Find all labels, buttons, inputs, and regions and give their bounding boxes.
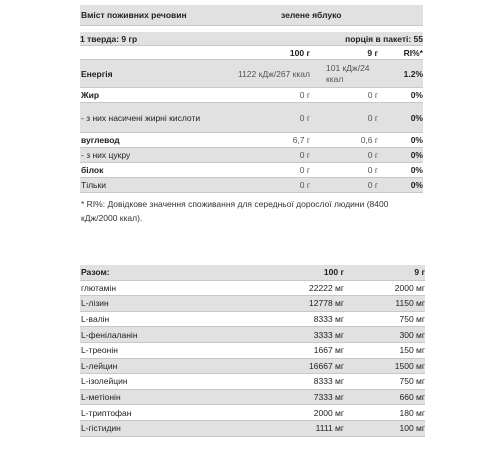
amino-name: L-фенілаланін	[81, 329, 138, 340]
nutrient-name: вуглевод	[81, 135, 120, 145]
nutrition-header-row	[80, 5, 423, 26]
amino-row	[80, 327, 425, 343]
nutrient-value-serving: 101 кДж/24 ккал	[326, 62, 370, 84]
amino-row	[80, 421, 425, 437]
amino-row	[80, 343, 425, 359]
nutrition-row-sugar	[80, 148, 423, 163]
amino-name: L-лейцин	[81, 360, 118, 371]
nutrient-value-100g: 0 г	[299, 165, 310, 175]
nutrient-value-serving: 0 г	[367, 180, 378, 190]
amino-value-serving: 180 мг	[399, 407, 425, 418]
amino-table	[80, 265, 425, 437]
amino-header-serving: 9 г	[414, 267, 425, 278]
nutrient-ri: 0%	[410, 180, 423, 190]
amino-row	[80, 281, 425, 297]
nutrient-value-serving: 0 г	[367, 165, 378, 175]
amino-name: L-треонін	[81, 345, 118, 356]
nutrition-row-energy	[80, 60, 423, 88]
nutrient-ri: 1.2%	[403, 68, 423, 79]
amino-value-serving: 300 мг	[399, 329, 425, 340]
serving-size: 1 тверда: 9 гр	[80, 33, 138, 44]
flavor-label: зелене яблуко	[281, 10, 342, 20]
amino-value-serving: 2000 мг	[394, 282, 425, 293]
amino-value-100g: 22222 мг	[309, 282, 344, 293]
nutrition-row-protein	[80, 163, 423, 178]
amino-value-serving: 750 мг	[399, 376, 425, 387]
nutrient-value-serving: 0 г	[367, 90, 378, 100]
nutrition-row-saturated	[80, 103, 423, 133]
amino-value-serving: 100 мг	[399, 423, 425, 434]
amino-value-serving: 1500 мг	[394, 360, 425, 371]
amino-name: L-гістидин	[81, 423, 121, 434]
amino-value-100g: 2000 мг	[313, 407, 344, 418]
nutrient-name: білок	[81, 165, 104, 175]
amino-value-serving: 750 мг	[399, 314, 425, 325]
nutrition-table	[80, 5, 423, 225]
amino-value-serving: 1150 мг	[395, 298, 425, 309]
amino-value-100g: 1111 мг	[315, 423, 344, 434]
amino-row	[80, 405, 425, 421]
ri-footnote: * RI%: Довідкове значення споживання для середньої дорослої людини (8400 кДж/2000 ккал).	[81, 199, 389, 223]
amino-header-100g: 100 г	[323, 267, 344, 278]
nutrition-header-title: Вміст поживних речовин	[81, 10, 187, 20]
nutrient-name: - з них насичені жирні кислоти	[81, 112, 201, 123]
amino-value-100g: 12778 мг	[309, 298, 344, 309]
amino-row	[80, 374, 425, 390]
amino-value-100g: 7333 мг	[313, 392, 344, 403]
amino-row	[80, 312, 425, 328]
amino-name: L-лізин	[81, 298, 109, 309]
amino-value-100g: 8333 мг	[313, 314, 344, 325]
nutrient-ri: 0%	[410, 90, 423, 100]
nutrition-column-header	[80, 46, 423, 60]
amino-name: L-валін	[81, 314, 110, 325]
nutrient-value-100g: 6,7 г	[292, 135, 310, 145]
nutrient-ri: 0%	[410, 165, 423, 175]
nutrient-name: - з них цукру	[81, 150, 131, 160]
nutrition-row-fat	[80, 88, 423, 103]
nutrient-value-serving: 0 г	[367, 150, 378, 160]
nutrient-value-100g: 0 г	[299, 150, 310, 160]
nutrient-ri: 0%	[410, 112, 423, 123]
nutrient-name: Жир	[81, 90, 100, 100]
amino-value-100g: 3333 мг	[313, 329, 344, 340]
nutrient-value-100g: 0 г	[299, 90, 310, 100]
nutrient-value-100g: 0 г	[299, 112, 310, 123]
serving-row	[80, 32, 423, 46]
nutrition-row-carbohydrate	[80, 133, 423, 148]
amino-value-100g: 1667 мг	[313, 345, 344, 356]
amino-value-serving: 660 мг	[399, 392, 425, 403]
amino-name: глютамін	[81, 282, 117, 293]
amino-row	[80, 359, 425, 375]
nutrient-name: Тільки	[81, 180, 106, 190]
amino-value-serving: 150 мг	[399, 345, 425, 356]
nutrient-ri: 0%	[410, 150, 423, 160]
column-header-serving: 9 г	[367, 47, 378, 58]
amino-rows	[80, 281, 425, 437]
nutrition-row-salt	[80, 178, 423, 193]
amino-header-row	[80, 265, 425, 281]
amino-value-100g: 8333 мг	[313, 376, 344, 387]
nutrient-value-serving: 0,6 г	[360, 135, 378, 145]
amino-name: L-метіонін	[81, 392, 121, 403]
amino-name: L-ізолейцин	[81, 376, 128, 387]
amino-value-100g: 16667 мг	[309, 360, 344, 371]
column-header-100g: 100 г	[289, 47, 310, 58]
amino-name: L-триптофан	[81, 407, 132, 418]
nutrient-name: Енергія	[81, 68, 113, 79]
amino-row	[80, 390, 425, 406]
column-header-ri: RI%*	[403, 47, 423, 58]
servings-per-pack: порція в пакеті: 55	[345, 33, 423, 44]
nutrient-ri: 0%	[410, 135, 423, 145]
nutrient-value-100g: 1122 кДж/267 ккал	[237, 68, 310, 79]
nutrient-value-100g: 0 г	[299, 180, 310, 190]
amino-header-total: Разом:	[81, 267, 110, 278]
amino-row	[80, 296, 425, 312]
nutrient-value-serving: 0 г	[367, 112, 378, 123]
